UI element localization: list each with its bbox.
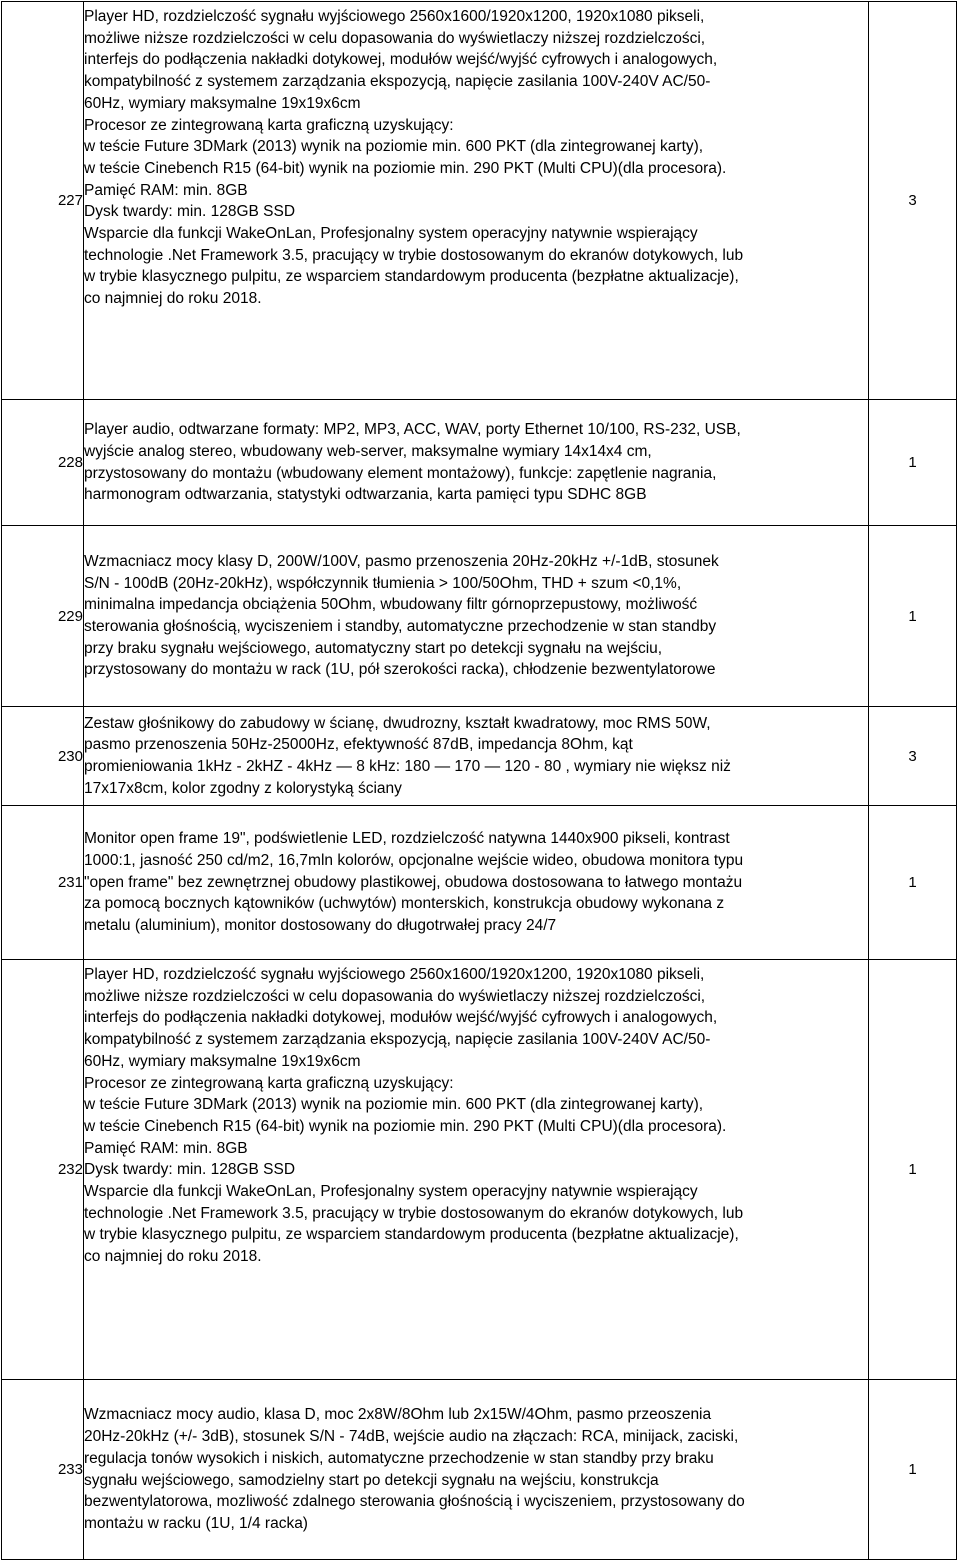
description-line: możliwe niższe rozdzielczości w celu dopasowania do wyświetlaczy niższej rozdzielczości, (84, 987, 706, 1005)
item-quantity: 1 (869, 806, 957, 960)
item-quantity: 1 (869, 526, 957, 707)
description-line: kompatybilność z systemem zarządzania ekspozycją, napięcie zasilania 100V-240V AC/50- (84, 1031, 711, 1049)
description-line: technologie .Net Framework 3.5, pracujący w trybie dostosowanym do ekranów dotykowych, lub (84, 1204, 744, 1222)
item-quantity: 3 (869, 2, 957, 400)
item-number: 232 (2, 960, 84, 1380)
description-line: 1000:1, jasność 250 cd/m2, 16,7mln kolorów, opcjonalne wejście wideo, obudowa monitora typu (84, 851, 744, 869)
description-line: co najmniej do roku 2018. (84, 1248, 262, 1266)
description-line: w teście Future 3DMark (2013) wynik na poziomie min. 600 PKT (dla zintegrowanej karty), (84, 138, 704, 156)
description-line: kompatybilność z systemem zarządzania ekspozycją, napięcie zasilania 100V-240V AC/50- (84, 73, 711, 91)
description-line: S/N - 100dB (20Hz-20kHz), współczynnik tłumienia > 100/50Ohm, THD + szum <0,1%, (84, 574, 682, 592)
description-line: Pamięć RAM: min. 8GB (84, 181, 248, 199)
description-line: 20Hz-20kHz (+/- 3dB), stosunek S/N - 74dB, wejście audio na złączach: RCA, minijack, zaciski, (84, 1428, 739, 1446)
item-quantity: 3 (869, 707, 957, 806)
item-description (84, 707, 869, 806)
description-line: regulacja tonów wysokich i niskich, automatyczne przechodzenie w stan standby przy braku (84, 1449, 714, 1467)
description-line: pasmo przenoszenia 50Hz-25000Hz, efektywność 87dB, impedancja 8Ohm, kąt (84, 736, 633, 754)
description-line: Wzmacniacz mocy audio, klasa D, moc 2x8W/8Ohm lub 2x15W/4Ohm, pasmo przeoszenia (84, 1406, 712, 1424)
description-line: promieniowania 1kHz - 2kHZ - 4kHz — 8 kHz: 180 — 170 — 120 - 80 , wymiary nie większ niż (84, 758, 731, 775)
description-line: sterowania głośnością, wyciszeniem i standby, automatyczne przechodzenie w stan standby (84, 618, 717, 635)
description-line: Wsparcie dla funkcji WakeOnLan, Profesjonalny system operacyjny natywnie wspierający (84, 1183, 698, 1201)
description-line: metalu (aluminium), monitor dostosowany do długotrwałej pracy 24/7 (84, 917, 557, 935)
description-line: w teście Cinebench R15 (64-bit) wynik na poziomie min. 290 PKT (Multi CPU)(dla procesora). (84, 1117, 727, 1135)
item-description (84, 1380, 869, 1560)
description-line: harmonogram odtwarzania, statystyki odtwarzania, karta pamięci typu SDHC 8GB (84, 486, 647, 504)
description-line: Wzmacniacz mocy klasy D, 200W/100V, pasmo przenoszenia 20Hz-20kHz +/-1dB, stosunek (84, 552, 719, 570)
specification-table (1, 1, 957, 1560)
description-line: Pamięć RAM: min. 8GB (84, 1139, 248, 1157)
description-line: przy braku sygnału wejściowego, automatyczny start po detekcji sygnału na wejściu, (84, 639, 663, 657)
description-line: "open frame" bez zewnętrznej obudowy plastikowej, obudowa dostosowana to łatwego montażu (84, 873, 743, 891)
item-quantity: 1 (869, 1380, 957, 1560)
item-quantity: 1 (869, 400, 957, 526)
description-line: Monitor open frame 19", podświetlenie LED, rozdzielczość natywna 1440x900 pikseli, kontrast (84, 830, 730, 848)
description-line: przystosowany do montażu w rack (1U, pół szerokości racka), chłodzenie bezwentylatorowe (84, 661, 716, 679)
description-line: Player HD, rozdzielczość sygnału wyjściowego 2560x1600/1920x1200, 1920x1080 pikseli, (84, 966, 705, 983)
description-line: interfejs do podłączenia nakładki dotykowej, modułów wejść/wyjść cyfrowych i analogowych, (84, 1009, 718, 1027)
item-description (84, 526, 869, 707)
description-line: Dysk twardy: min. 128GB SSD (84, 203, 296, 221)
description-line: 17x17x8cm, kolor zgodny z kolorystyką ściany (84, 779, 402, 797)
item-number: 229 (2, 526, 84, 707)
description-line: w trybie klasycznego pulpitu, ze wsparciem standardowym producenta (bezpłatne aktualizacje), (84, 1226, 739, 1244)
item-description (84, 960, 869, 1380)
description-line: przystosowany do montażu (wbudowany element montażowy), funkcje: zapętlenie nagrania, (84, 464, 717, 482)
description-line: Zestaw głośnikowy do zabudowy w ścianę, dwudrozny, kształt kwadratowy, moc RMS 50W, (84, 714, 711, 732)
table-row (2, 400, 957, 526)
item-quantity: 1 (869, 960, 957, 1380)
table-row (2, 1380, 957, 1560)
item-description (84, 806, 869, 960)
item-number: 231 (2, 806, 84, 960)
table-row (2, 2, 957, 400)
description-line: w teście Future 3DMark (2013) wynik na poziomie min. 600 PKT (dla zintegrowanej karty), (84, 1096, 704, 1114)
description-line: Player HD, rozdzielczość sygnału wyjściowego 2560x1600/1920x1200, 1920x1080 pikseli, (84, 8, 705, 25)
description-line: co najmniej do roku 2018. (84, 290, 262, 308)
description-line: Dysk twardy: min. 128GB SSD (84, 1161, 296, 1179)
description-line: w trybie klasycznego pulpitu, ze wsparciem standardowym producenta (bezpłatne aktualizacje), (84, 268, 739, 286)
description-line: możliwe niższe rozdzielczości w celu dopasowania do wyświetlaczy niższej rozdzielczości, (84, 29, 706, 47)
item-description (84, 2, 869, 400)
item-number: 227 (2, 2, 84, 400)
item-number: 228 (2, 400, 84, 526)
description-line: Player audio, odtwarzane formaty: MP2, MP3, ACC, WAV, porty Ethernet 10/100, RS-232, USB, (84, 421, 741, 439)
description-line: minimalna impedancja obciążenia 50Ohm, wbudowany filtr górnoprzepustowy, możliwość (84, 596, 698, 614)
description-line: wyjście analog stereo, wbudowany web-server, maksymalne wymiary 14x14x4 cm, (84, 442, 652, 460)
description-line: Procesor ze zintegrowaną karta graficzną uzyskujący: (84, 1074, 454, 1092)
description-line: sygnału wejściowego, samodzielny start po detekcji sygnału na wejściu, konstrukcja (84, 1471, 659, 1489)
description-line: 60Hz, wymiary maksymalne 19x19x6cm (84, 1052, 361, 1070)
description-line: za pomocą bocznych kątowników (uchwytów) monterskich, konstrukcja obudowy wykonana z (84, 895, 725, 913)
description-line: Procesor ze zintegrowaną karta graficzną uzyskujący: (84, 116, 454, 134)
description-line: 60Hz, wymiary maksymalne 19x19x6cm (84, 94, 361, 112)
table-row (2, 707, 957, 806)
item-number: 233 (2, 1380, 84, 1560)
table-row (2, 526, 957, 707)
description-line: technologie .Net Framework 3.5, pracujący w trybie dostosowanym do ekranów dotykowych, lub (84, 246, 744, 264)
item-description (84, 400, 869, 526)
description-line: w teście Cinebench R15 (64-bit) wynik na poziomie min. 290 PKT (Multi CPU)(dla procesora). (84, 159, 727, 177)
table-row (2, 960, 957, 1380)
description-line: montażu w racku (1U, 1/4 racka) (84, 1514, 308, 1532)
description-line: Wsparcie dla funkcji WakeOnLan, Profesjonalny system operacyjny natywnie wspierający (84, 225, 698, 243)
description-line: interfejs do podłączenia nakładki dotykowej, modułów wejść/wyjść cyfrowych i analogowych, (84, 51, 718, 69)
description-line: bezwentylatorowa, mozliwość zdalnego sterowania głośnością i wyciszeniem, przystosowany do (84, 1493, 745, 1511)
item-number: 230 (2, 707, 84, 806)
table-row (2, 806, 957, 960)
